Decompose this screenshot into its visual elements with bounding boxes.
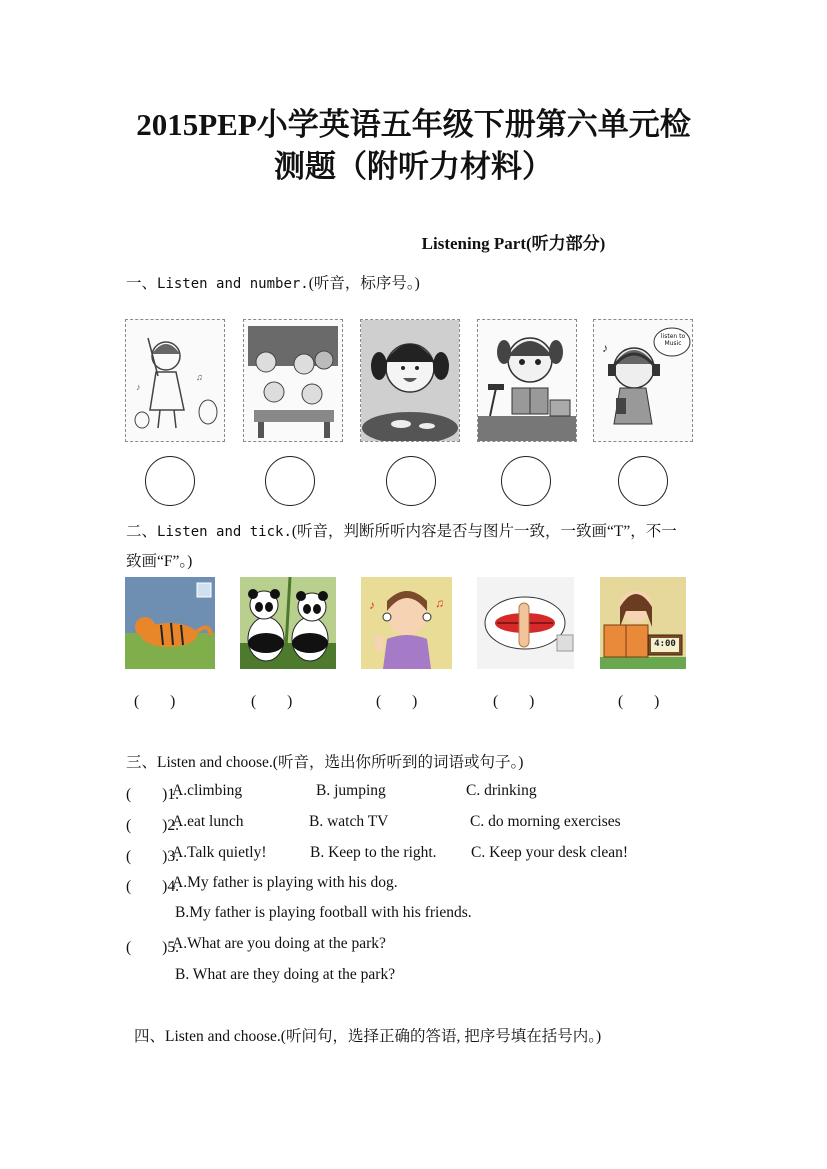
answer-circle-2[interactable] xyxy=(265,456,315,506)
picture-girl-clock xyxy=(600,577,686,669)
answer-paren-4[interactable]: ( ) xyxy=(493,693,535,710)
svg-text:♪: ♪ xyxy=(602,341,608,355)
question-1-option-b[interactable]: B. jumping xyxy=(316,782,386,799)
section3-heading: 三、Listen and choose.(听音，选出你所听到的词语或句子。) xyxy=(126,754,524,771)
picture-classroom xyxy=(243,319,343,442)
students-in-classroom-picture xyxy=(244,320,342,441)
question-3-option-b[interactable]: B. Keep to the right. xyxy=(310,844,437,861)
picture-girl-music xyxy=(593,319,693,442)
question-2-option-a[interactable]: A.eat lunch xyxy=(172,813,244,830)
svg-text:♫: ♫ xyxy=(435,596,444,610)
quiet-sign-picture xyxy=(477,577,574,669)
clock-display-text: 4:00 xyxy=(654,639,676,649)
section2-heading-line2: 致画“F”。) xyxy=(126,553,193,570)
picture-girl-reading xyxy=(477,319,577,442)
question-5-option-a[interactable]: A.What are you doing at the park? xyxy=(172,935,386,952)
girl-reading-picture xyxy=(478,320,576,441)
section2-heading xyxy=(126,519,677,541)
section4-heading: 四、Listen and choose.(听问句，选择正确的答语, 把序号填在括号内。) xyxy=(134,1028,602,1045)
section1-heading-en: Listen and number. xyxy=(157,276,309,292)
girl-singing-with-birds-picture xyxy=(126,320,224,441)
boy-listening-music-picture xyxy=(361,577,452,669)
question-5-option-b[interactable]: B. What are they doing at the park? xyxy=(175,966,396,983)
question-2-option-b[interactable]: B. watch TV xyxy=(309,813,389,830)
picture-pandas xyxy=(240,577,336,669)
question-4-option-a[interactable]: A.My father is playing with his dog. xyxy=(172,874,398,891)
answer-circle-5[interactable] xyxy=(618,456,668,506)
tiger-picture xyxy=(125,577,215,669)
question-4-number: ( )4. xyxy=(126,878,179,895)
section2-heading-zh: (听音，判断所听内容是否与图片一致，一致画“T”，不一 xyxy=(291,523,677,540)
section2-heading-en: Listen and tick. xyxy=(157,524,292,540)
question-3-option-c[interactable]: C. Keep your desk clean! xyxy=(471,844,629,861)
answer-circle-1[interactable] xyxy=(145,456,195,506)
picture-boy-music xyxy=(361,577,452,669)
picture-girl-singing xyxy=(125,319,225,442)
answer-paren-5[interactable]: ( ) xyxy=(618,693,660,710)
section1-heading-zh: (听音，标序号。) xyxy=(308,275,420,292)
answer-circle-4[interactable] xyxy=(501,456,551,506)
document-title-line1: 2015PEP小学英语五年级下册第六单元检 xyxy=(136,107,691,142)
picture-tiger xyxy=(125,577,215,669)
answer-paren-1[interactable]: ( ) xyxy=(134,693,176,710)
question-2-option-c[interactable]: C. do morning exercises xyxy=(470,813,621,830)
document-title-line2: 测题（附听力材料） xyxy=(274,149,553,184)
question-3-number: ( )3. xyxy=(126,848,179,865)
question-1-option-c[interactable]: C. drinking xyxy=(466,782,537,799)
picture-quiet-sign xyxy=(477,577,574,669)
music-speech-bubble-text: listen to Music xyxy=(660,333,686,347)
picture-girl-eating xyxy=(360,319,460,442)
part-title: Listening Part(听力部分) xyxy=(421,234,606,253)
svg-text:♪: ♪ xyxy=(369,598,375,612)
question-5-number: ( )5. xyxy=(126,939,179,956)
question-1-option-a[interactable]: A.climbing xyxy=(172,782,243,799)
section2-heading-prefix: 二、 xyxy=(126,523,158,540)
pandas-picture xyxy=(240,577,336,669)
svg-text:♪: ♪ xyxy=(136,382,141,392)
answer-paren-2[interactable]: ( ) xyxy=(251,693,293,710)
section1-heading xyxy=(126,271,420,293)
answer-paren-3[interactable]: ( ) xyxy=(376,693,418,710)
svg-text:♫: ♫ xyxy=(196,372,203,382)
girl-eating-picture xyxy=(361,320,459,441)
question-4-option-b[interactable]: B.My father is playing football with his friends. xyxy=(175,904,472,921)
section1-heading-prefix: 一、 xyxy=(126,275,158,292)
answer-circle-3[interactable] xyxy=(386,456,436,506)
question-1-number: ( )1. xyxy=(126,786,179,803)
question-2-number: ( )2. xyxy=(126,817,179,834)
girl-reading-clock-picture xyxy=(600,577,686,669)
question-3-option-a[interactable]: A.Talk quietly! xyxy=(172,844,267,861)
